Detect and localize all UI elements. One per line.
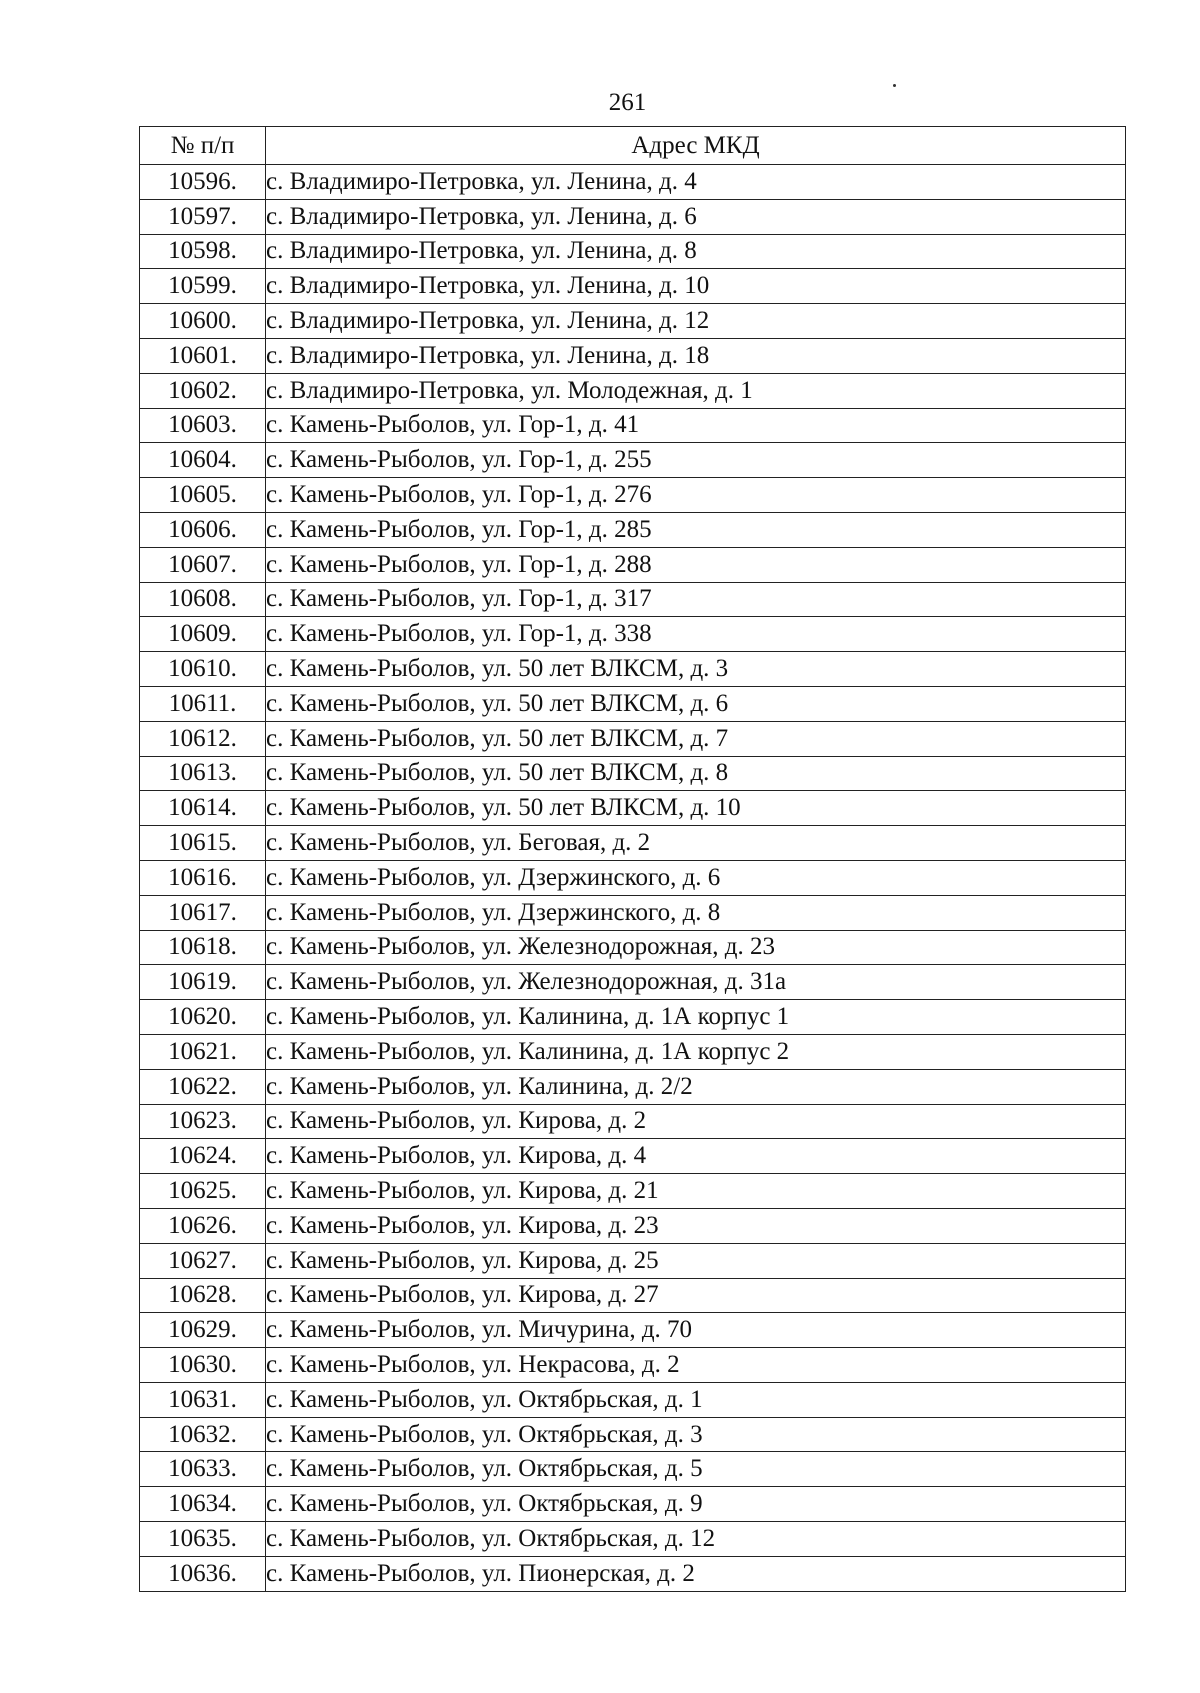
row-number: 10632. bbox=[140, 1417, 266, 1452]
row-address: с. Камень-Рыболов, ул. Железнодорожная, д. 23 bbox=[266, 930, 1126, 965]
table-row bbox=[140, 1487, 1126, 1522]
row-address: с. Камень-Рыболов, ул. Октябрьская, д. 3 bbox=[266, 1417, 1126, 1452]
table-row bbox=[140, 443, 1126, 478]
table-row bbox=[140, 721, 1126, 756]
row-number: 10613. bbox=[140, 756, 266, 791]
table-row bbox=[140, 965, 1126, 1000]
row-number: 10627. bbox=[140, 1243, 266, 1278]
row-number: 10629. bbox=[140, 1313, 266, 1348]
address-table bbox=[139, 126, 1126, 1592]
row-address: с. Камень-Рыболов, ул. 50 лет ВЛКСМ, д. 10 bbox=[266, 791, 1126, 826]
table-row bbox=[140, 860, 1126, 895]
table-row bbox=[140, 617, 1126, 652]
header-number: № п/п bbox=[140, 127, 266, 165]
row-address: с. Камень-Рыболов, ул. Гор-1, д. 255 bbox=[266, 443, 1126, 478]
table-row bbox=[140, 1452, 1126, 1487]
table-row bbox=[140, 1417, 1126, 1452]
table-row bbox=[140, 199, 1126, 234]
row-address: с. Камень-Рыболов, ул. Октябрьская, д. 12 bbox=[266, 1522, 1126, 1557]
table-row bbox=[140, 756, 1126, 791]
row-address: с. Камень-Рыболов, ул. Пионерская, д. 2 bbox=[266, 1556, 1126, 1591]
table-row bbox=[140, 234, 1126, 269]
row-number: 10603. bbox=[140, 408, 266, 443]
row-number: 10619. bbox=[140, 965, 266, 1000]
table-header bbox=[140, 127, 1126, 165]
row-number: 10602. bbox=[140, 373, 266, 408]
table-row bbox=[140, 512, 1126, 547]
row-address: с. Камень-Рыболов, ул. Беговая, д. 2 bbox=[266, 826, 1126, 861]
row-number: 10624. bbox=[140, 1139, 266, 1174]
row-number: 10636. bbox=[140, 1556, 266, 1591]
row-number: 10635. bbox=[140, 1522, 266, 1557]
header-address: Адрес МКД bbox=[266, 127, 1126, 165]
row-number: 10599. bbox=[140, 269, 266, 304]
row-address: с. Владимиро-Петровка, ул. Ленина, д. 10 bbox=[266, 269, 1126, 304]
header-row bbox=[140, 127, 1126, 165]
row-number: 10621. bbox=[140, 1034, 266, 1069]
row-address: с. Камень-Рыболов, ул. Гор-1, д. 276 bbox=[266, 478, 1126, 513]
scan-speck bbox=[893, 84, 896, 87]
row-number: 10605. bbox=[140, 478, 266, 513]
table-row bbox=[140, 1104, 1126, 1139]
row-address: с. Владимиро-Петровка, ул. Ленина, д. 8 bbox=[266, 234, 1126, 269]
table-row bbox=[140, 1243, 1126, 1278]
row-address: с. Камень-Рыболов, ул. Некрасова, д. 2 bbox=[266, 1348, 1126, 1383]
table-row bbox=[140, 408, 1126, 443]
row-number: 10598. bbox=[140, 234, 266, 269]
table-row bbox=[140, 165, 1126, 200]
table-row bbox=[140, 652, 1126, 687]
table-row bbox=[140, 547, 1126, 582]
table-row bbox=[140, 1313, 1126, 1348]
table-row bbox=[140, 1382, 1126, 1417]
row-address: с. Камень-Рыболов, ул. Гор-1, д. 285 bbox=[266, 512, 1126, 547]
table-row bbox=[140, 1000, 1126, 1035]
table-row bbox=[140, 791, 1126, 826]
table-row bbox=[140, 338, 1126, 373]
row-address: с. Владимиро-Петровка, ул. Молодежная, д. 1 bbox=[266, 373, 1126, 408]
table-row bbox=[140, 930, 1126, 965]
row-number: 10631. bbox=[140, 1382, 266, 1417]
row-address: с. Камень-Рыболов, ул. Дзержинского, д. 8 bbox=[266, 895, 1126, 930]
row-number: 10606. bbox=[140, 512, 266, 547]
row-address: с. Камень-Рыболов, ул. Калинина, д. 2/2 bbox=[266, 1069, 1126, 1104]
table-row bbox=[140, 826, 1126, 861]
row-number: 10608. bbox=[140, 582, 266, 617]
table-row bbox=[140, 1522, 1126, 1557]
row-address: с. Камень-Рыболов, ул. Гор-1, д. 41 bbox=[266, 408, 1126, 443]
row-number: 10630. bbox=[140, 1348, 266, 1383]
row-address: с. Владимиро-Петровка, ул. Ленина, д. 6 bbox=[266, 199, 1126, 234]
row-address: с. Камень-Рыболов, ул. 50 лет ВЛКСМ, д. 6 bbox=[266, 686, 1126, 721]
row-number: 10633. bbox=[140, 1452, 266, 1487]
row-address: с. Камень-Рыболов, ул. Калинина, д. 1А корпус 1 bbox=[266, 1000, 1126, 1035]
table-row bbox=[140, 1278, 1126, 1313]
row-address: с. Камень-Рыболов, ул. Кирова, д. 23 bbox=[266, 1208, 1126, 1243]
table-row bbox=[140, 686, 1126, 721]
row-number: 10596. bbox=[140, 165, 266, 200]
table-row bbox=[140, 373, 1126, 408]
row-number: 10615. bbox=[140, 826, 266, 861]
row-number: 10604. bbox=[140, 443, 266, 478]
row-address: с. Камень-Рыболов, ул. Железнодорожная, д. 31а bbox=[266, 965, 1126, 1000]
row-number: 10607. bbox=[140, 547, 266, 582]
row-address: с. Камень-Рыболов, ул. Гор-1, д. 338 bbox=[266, 617, 1126, 652]
row-number: 10618. bbox=[140, 930, 266, 965]
row-number: 10623. bbox=[140, 1104, 266, 1139]
row-address: с. Камень-Рыболов, ул. Октябрьская, д. 9 bbox=[266, 1487, 1126, 1522]
table-row bbox=[140, 478, 1126, 513]
row-address: с. Камень-Рыболов, ул. Кирова, д. 4 bbox=[266, 1139, 1126, 1174]
row-number: 10612. bbox=[140, 721, 266, 756]
table-row bbox=[140, 1034, 1126, 1069]
table-row bbox=[140, 1139, 1126, 1174]
row-number: 10611. bbox=[140, 686, 266, 721]
row-address: с. Камень-Рыболов, ул. Гор-1, д. 317 bbox=[266, 582, 1126, 617]
table-body bbox=[140, 165, 1126, 1592]
row-address: с. Камень-Рыболов, ул. Октябрьская, д. 1 bbox=[266, 1382, 1126, 1417]
row-number: 10628. bbox=[140, 1278, 266, 1313]
row-number: 10601. bbox=[140, 338, 266, 373]
row-number: 10622. bbox=[140, 1069, 266, 1104]
row-address: с. Камень-Рыболов, ул. 50 лет ВЛКСМ, д. 3 bbox=[266, 652, 1126, 687]
row-address: с. Камень-Рыболов, ул. 50 лет ВЛКСМ, д. 7 bbox=[266, 721, 1126, 756]
table-row bbox=[140, 1208, 1126, 1243]
row-address: с. Камень-Рыболов, ул. Октябрьская, д. 5 bbox=[266, 1452, 1126, 1487]
row-address: с. Камень-Рыболов, ул. 50 лет ВЛКСМ, д. 8 bbox=[266, 756, 1126, 791]
row-number: 10610. bbox=[140, 652, 266, 687]
table-row bbox=[140, 1348, 1126, 1383]
row-address: с. Камень-Рыболов, ул. Дзержинского, д. 6 bbox=[266, 860, 1126, 895]
row-address: с. Камень-Рыболов, ул. Мичурина, д. 70 bbox=[266, 1313, 1126, 1348]
page-number: 261 bbox=[608, 89, 647, 116]
row-address: с. Владимиро-Петровка, ул. Ленина, д. 12 bbox=[266, 304, 1126, 339]
row-number: 10620. bbox=[140, 1000, 266, 1035]
table-row bbox=[140, 1556, 1126, 1591]
row-number: 10600. bbox=[140, 304, 266, 339]
row-number: 10625. bbox=[140, 1174, 266, 1209]
row-number: 10617. bbox=[140, 895, 266, 930]
table-row bbox=[140, 304, 1126, 339]
row-address: с. Камень-Рыболов, ул. Калинина, д. 1А корпус 2 bbox=[266, 1034, 1126, 1069]
row-number: 10626. bbox=[140, 1208, 266, 1243]
row-number: 10634. bbox=[140, 1487, 266, 1522]
row-address: с. Камень-Рыболов, ул. Кирова, д. 21 bbox=[266, 1174, 1126, 1209]
table-row bbox=[140, 582, 1126, 617]
row-address: с. Владимиро-Петровка, ул. Ленина, д. 18 bbox=[266, 338, 1126, 373]
table-row bbox=[140, 895, 1126, 930]
row-address: с. Камень-Рыболов, ул. Гор-1, д. 288 bbox=[266, 547, 1126, 582]
table-row bbox=[140, 1174, 1126, 1209]
table-row bbox=[140, 1069, 1126, 1104]
row-number: 10616. bbox=[140, 860, 266, 895]
row-address: с. Камень-Рыболов, ул. Кирова, д. 27 bbox=[266, 1278, 1126, 1313]
row-number: 10597. bbox=[140, 199, 266, 234]
row-address: с. Владимиро-Петровка, ул. Ленина, д. 4 bbox=[266, 165, 1126, 200]
row-number: 10609. bbox=[140, 617, 266, 652]
table-row bbox=[140, 269, 1126, 304]
row-address: с. Камень-Рыболов, ул. Кирова, д. 25 bbox=[266, 1243, 1126, 1278]
row-address: с. Камень-Рыболов, ул. Кирова, д. 2 bbox=[266, 1104, 1126, 1139]
row-number: 10614. bbox=[140, 791, 266, 826]
